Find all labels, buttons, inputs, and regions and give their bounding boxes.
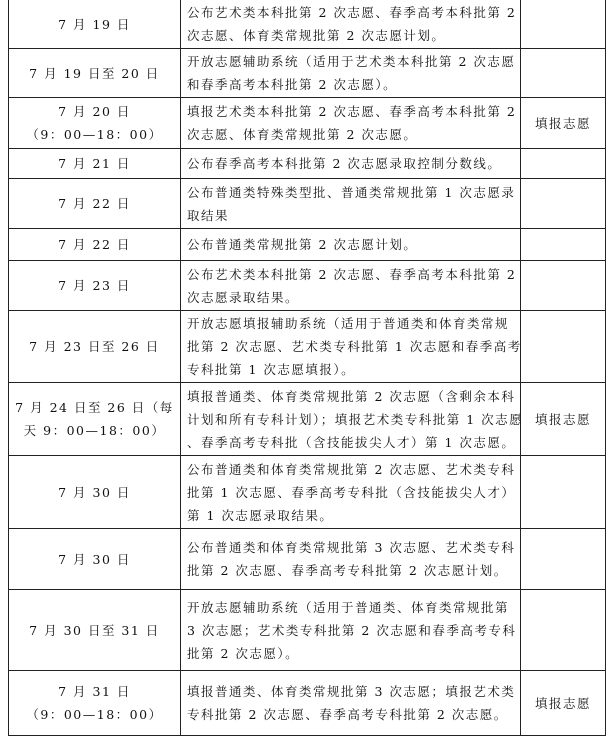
schedule-date bbox=[9, 456, 181, 529]
schedule-date-line: 7 月 19 日 bbox=[58, 16, 131, 32]
schedule-date bbox=[9, 529, 181, 590]
schedule-date-line: 7 月 21 日 bbox=[58, 156, 131, 171]
schedule-date-line: 7 月 23 日 bbox=[58, 278, 131, 293]
schedule-date-line: 7 月 30 日至 31 日 bbox=[29, 622, 160, 638]
admission-schedule-table bbox=[8, 0, 606, 736]
schedule-description-line: 开放志愿辅助系统（适用于普通类、体育类常规批第 bbox=[187, 599, 510, 615]
schedule-row bbox=[9, 311, 606, 383]
schedule-description bbox=[181, 529, 521, 590]
schedule-description-line: 批第 2 次志愿、春季高考专科批第 2 次志愿计划。 bbox=[187, 563, 508, 578]
schedule-description-line: 公布普通类和体育类常规批第 3 次志愿、艺术类专科 bbox=[187, 540, 516, 555]
schedule-description bbox=[181, 261, 521, 311]
schedule-description-line: 公布春季高考本科批第 2 次志愿录取控制分数线。 bbox=[187, 156, 502, 171]
schedule-date-line: （9：00—18：00） bbox=[26, 127, 163, 142]
schedule-description-line: 填报艺术类本科批第 2 次志愿、春季高考本科批第 2 bbox=[187, 104, 517, 119]
schedule-description-line: 计划和所有专科计划）；填报艺术类专科批第 1 次志愿 bbox=[187, 411, 524, 427]
schedule-note bbox=[521, 590, 606, 671]
schedule-row bbox=[9, 529, 606, 590]
schedule-description-line: 次志愿、体育类常规批第 2 次志愿计划。 bbox=[187, 28, 446, 43]
schedule-description-line: 填报普通类、体育类常规批第 2 次志愿（含剩余本科 bbox=[187, 388, 516, 404]
schedule-note bbox=[521, 179, 606, 229]
schedule-note-line: 填报志愿 bbox=[534, 411, 591, 427]
schedule-body bbox=[9, 0, 606, 736]
schedule-description bbox=[181, 98, 521, 149]
schedule-row bbox=[9, 456, 606, 529]
schedule-description-line: 、春季高考专科批（含技能拔尖人才）第 1 次志愿。 bbox=[187, 434, 516, 450]
schedule-description bbox=[181, 383, 524, 456]
schedule-row bbox=[9, 261, 606, 311]
schedule-note bbox=[521, 229, 606, 261]
schedule-note bbox=[521, 456, 606, 529]
schedule-note bbox=[521, 529, 606, 590]
schedule-description-line: 次志愿录取结果。 bbox=[187, 289, 300, 305]
schedule-description-line: 公布艺术类本科批第 2 次志愿、春季高考本科批第 2 bbox=[187, 5, 517, 20]
schedule-date-line: （9：00—18：00） bbox=[26, 707, 163, 722]
schedule-description-line: 批第 2 次志愿）。 bbox=[187, 645, 300, 661]
schedule-date-line: 7 月 23 日至 26 日 bbox=[29, 339, 160, 354]
schedule-date bbox=[9, 383, 181, 456]
schedule-description bbox=[181, 229, 521, 261]
schedule-date bbox=[9, 671, 181, 736]
schedule-date bbox=[9, 261, 181, 311]
schedule-note bbox=[521, 149, 606, 179]
schedule-date-line: 7 月 24 日至 26 日（每 bbox=[15, 400, 174, 415]
schedule-description-line: 公布普通类特殊类型批、普通类常规批第 1 次志愿录 bbox=[187, 184, 516, 200]
schedule-note bbox=[521, 49, 606, 98]
schedule-date bbox=[9, 0, 181, 49]
schedule-description-line: 开放志愿辅助系统（适用于艺术类本科批第 2 次志愿 bbox=[187, 54, 516, 69]
schedule-note bbox=[521, 383, 606, 456]
schedule-description-line: 公布普通类和体育类常规批第 2 次志愿、艺术类专科 bbox=[187, 461, 516, 477]
schedule-date-line: 7 月 19 日至 20 日 bbox=[29, 65, 160, 81]
schedule-row bbox=[9, 179, 606, 229]
schedule-description-line: 专科批第 2 次志愿、春季高考专科批第 2 次志愿。 bbox=[187, 707, 508, 722]
schedule-description bbox=[181, 590, 521, 671]
schedule-description bbox=[181, 49, 521, 98]
schedule-date bbox=[9, 98, 181, 149]
schedule-description-line: 和春季高考本科批第 2 次志愿）。 bbox=[187, 77, 398, 92]
schedule-row bbox=[9, 383, 606, 456]
schedule-note bbox=[521, 98, 606, 149]
schedule-description bbox=[181, 179, 521, 229]
schedule-description-line: 填报普通类、体育类常规批第 3 次志愿；填报艺术类 bbox=[187, 684, 516, 699]
schedule-note bbox=[521, 261, 606, 311]
schedule-row bbox=[9, 229, 606, 261]
schedule-description bbox=[181, 149, 521, 179]
schedule-date bbox=[9, 311, 181, 383]
schedule-row bbox=[9, 98, 606, 149]
schedule-description-line: 批第 1 次志愿、春季高考专科批（含技能拔尖人才） bbox=[187, 484, 516, 500]
schedule-note bbox=[521, 0, 606, 49]
schedule-note bbox=[521, 671, 606, 736]
schedule-row bbox=[9, 49, 606, 98]
schedule-date-line: 7 月 22 日 bbox=[58, 237, 131, 252]
schedule-date-line: 7 月 31 日 bbox=[58, 684, 131, 699]
schedule-date-line: 7 月 30 日 bbox=[58, 551, 131, 567]
schedule-description bbox=[181, 456, 521, 529]
schedule-date bbox=[9, 179, 181, 229]
schedule-note bbox=[521, 311, 606, 383]
schedule-description-line: 批第 2 次志愿、艺术类专科批第 1 次志愿和春季高考 bbox=[187, 339, 522, 354]
schedule-note-line: 填报志愿 bbox=[534, 695, 591, 711]
schedule-description-line: 次志愿、体育类常规批第 2 次志愿。 bbox=[187, 127, 418, 142]
schedule-description bbox=[181, 671, 521, 736]
schedule-date-line: 天 9：00—18：00） bbox=[23, 423, 166, 438]
schedule-date bbox=[9, 229, 181, 261]
schedule-date-line: 7 月 30 日 bbox=[58, 484, 131, 500]
schedule-description bbox=[181, 0, 521, 49]
schedule-date bbox=[9, 149, 181, 179]
schedule-date bbox=[9, 49, 181, 98]
schedule-date-line: 7 月 22 日 bbox=[58, 196, 131, 211]
schedule-row bbox=[9, 149, 606, 179]
schedule-description-line: 3 次志愿；艺术类专科批第 2 次志愿和春季高考专科 bbox=[187, 622, 517, 638]
schedule-description bbox=[181, 311, 521, 383]
schedule-description-line: 开放志愿填报辅助系统（适用于普通类和体育类常规 bbox=[187, 316, 510, 331]
schedule-date bbox=[9, 590, 181, 671]
schedule-row bbox=[9, 590, 606, 671]
schedule-row bbox=[9, 671, 606, 736]
schedule-description-line: 第 1 次志愿录取结果。 bbox=[187, 507, 334, 523]
schedule-row bbox=[9, 0, 606, 49]
schedule-description-line: 公布艺术类本科批第 2 次志愿、春季高考本科批第 2 bbox=[187, 266, 517, 282]
schedule-description-line: 公布普通类常规批第 2 次志愿计划。 bbox=[187, 237, 418, 252]
schedule-description-line: 取结果 bbox=[187, 207, 230, 223]
schedule-description-line: 专科批第 1 次志愿填报）。 bbox=[187, 362, 356, 377]
schedule-date-line: 7 月 20 日 bbox=[58, 104, 131, 119]
schedule-note-line: 填报志愿 bbox=[534, 115, 591, 131]
